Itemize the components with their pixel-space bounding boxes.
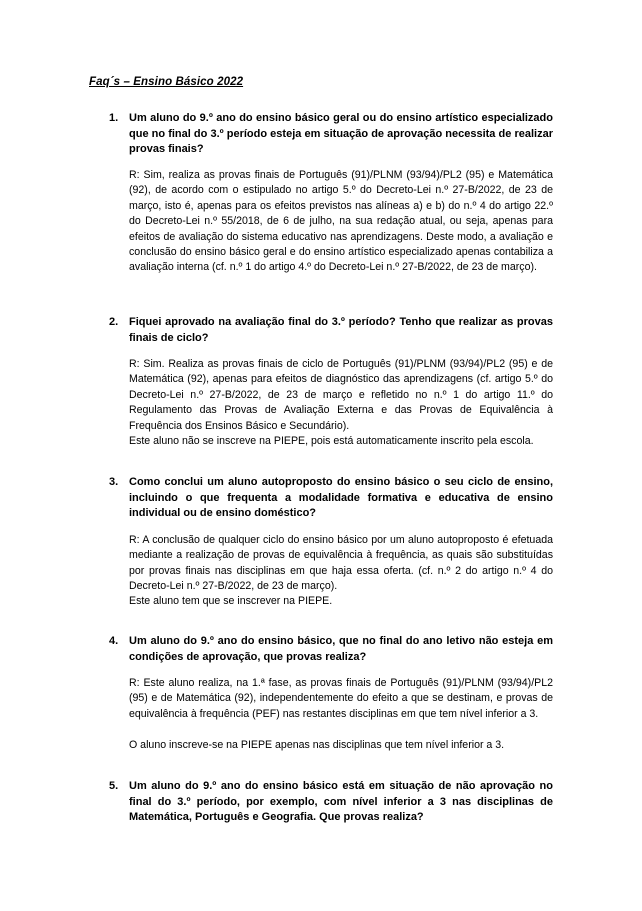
faq-question: Fiquei aprovado na avaliação final do 3.º período? Tenho que realizar as provas finais de ciclo? [129,316,553,344]
faq-number: 2. [109,316,119,328]
faq-number: 3. [109,476,119,488]
faq-question: Como conclui um aluno autoproposto do ensino básico o seu ciclo de ensino, incluindo o que frequenta a modalidade formativa e educativa de ensino individual ou de ensino doméstico? [129,476,553,520]
faq-note: Este aluno tem que se inscrever na PIEPE. [129,595,333,607]
faq-question: Um aluno do 9.º ano do ensino básico, que no final do ano letivo não esteja em condições de aprovação, que provas realiza? [129,635,553,663]
faq-note: O aluno inscreve-se na PIEPE apenas nas disciplinas que tem nível inferior a 3. [129,739,505,751]
faq-answer: R: Sim. Realiza as provas finais de ciclo de Português (91)/PLNM (93/94)/PL2 (95) e de Matemática (92), apenas para efeitos de diagnóstico das aprendizagens (cf. artigo 5.º do Decreto-Lei n.º 27-B/2022, de 23 de março e refletido no n.º 1 do artigo 11.º do Regulamento das Provas de Avaliação Externa e das Provas de Equivalência à Frequência dos Ensinos Básico e Secundário). [129,358,553,432]
faq-answer: R: Sim, realiza as provas finais de Português (91)/PLNM (93/94)/PL2 (95) e Matemática (92), de acordo com o estipulado no artigo 5.º do Decreto-Lei n.º 27-B/2022, de 23 de março, isto é, apenas para os efeitos previstos nas alíneas a) e b) do n.º 4 do artigo 22.º do Decreto-Lei n.º 55/2018, de 6 de julho, na sua redação atual, ou seja, apenas para efeitos de avaliação do sistema educativo nas aprendizagens. Deste modo, a avaliação e conclusão do ensino básico geral e do ensino artístico especializado apenas contabiliza a avaliação interna (cf. n.º 1 do artigo 4.º do Decreto-Lei n.º 27-B/2022, de 23 de março). [129,169,553,274]
faq-question: Um aluno do 9.º ano do ensino básico está em situação de não aprovação no final do 3.º período, por exemplo, com nível inferior a 3 nas disciplinas de Matemática, Português e Geografia. Que provas realiza? [129,780,553,824]
faq-question: Um aluno do 9.º ano do ensino básico geral ou do ensino artístico especializado que no final do 3.º período esteja em situação de aprovação necessita de realizar provas finais? [129,112,553,156]
faq-answer: R: Este aluno realiza, na 1.ª fase, as provas finais de Português (91)/PLNM (93/94)/PL2 (95) e de Matemática (92), independentemente do efeito a que se destinam, e provas de equivalência à frequência (PEF) nas restantes disciplinas em que tem nível inferior a 3. [129,677,553,720]
faq-number: 1. [109,112,119,124]
faq-note: Este aluno não se inscreve na PIEPE, pois está automaticamente inscrito pela escola. [129,435,534,447]
faq-answer: R: A conclusão de qualquer ciclo do ensino básico por um aluno autoproposto é efetuada mediante a realização de provas de equivalência à frequência, as quais são substituídas por provas finais nas disciplinas em que haja essa oferta. (cf. n.º 2 do artigo n.º 4 do Decreto-Lei n.º 27-B/2022, de 23 de março). [129,534,553,593]
faq-number: 4. [109,635,119,647]
faq-number: 5. [109,780,119,792]
document-title: Faq´s – Ensino Básico 2022 [89,76,244,88]
